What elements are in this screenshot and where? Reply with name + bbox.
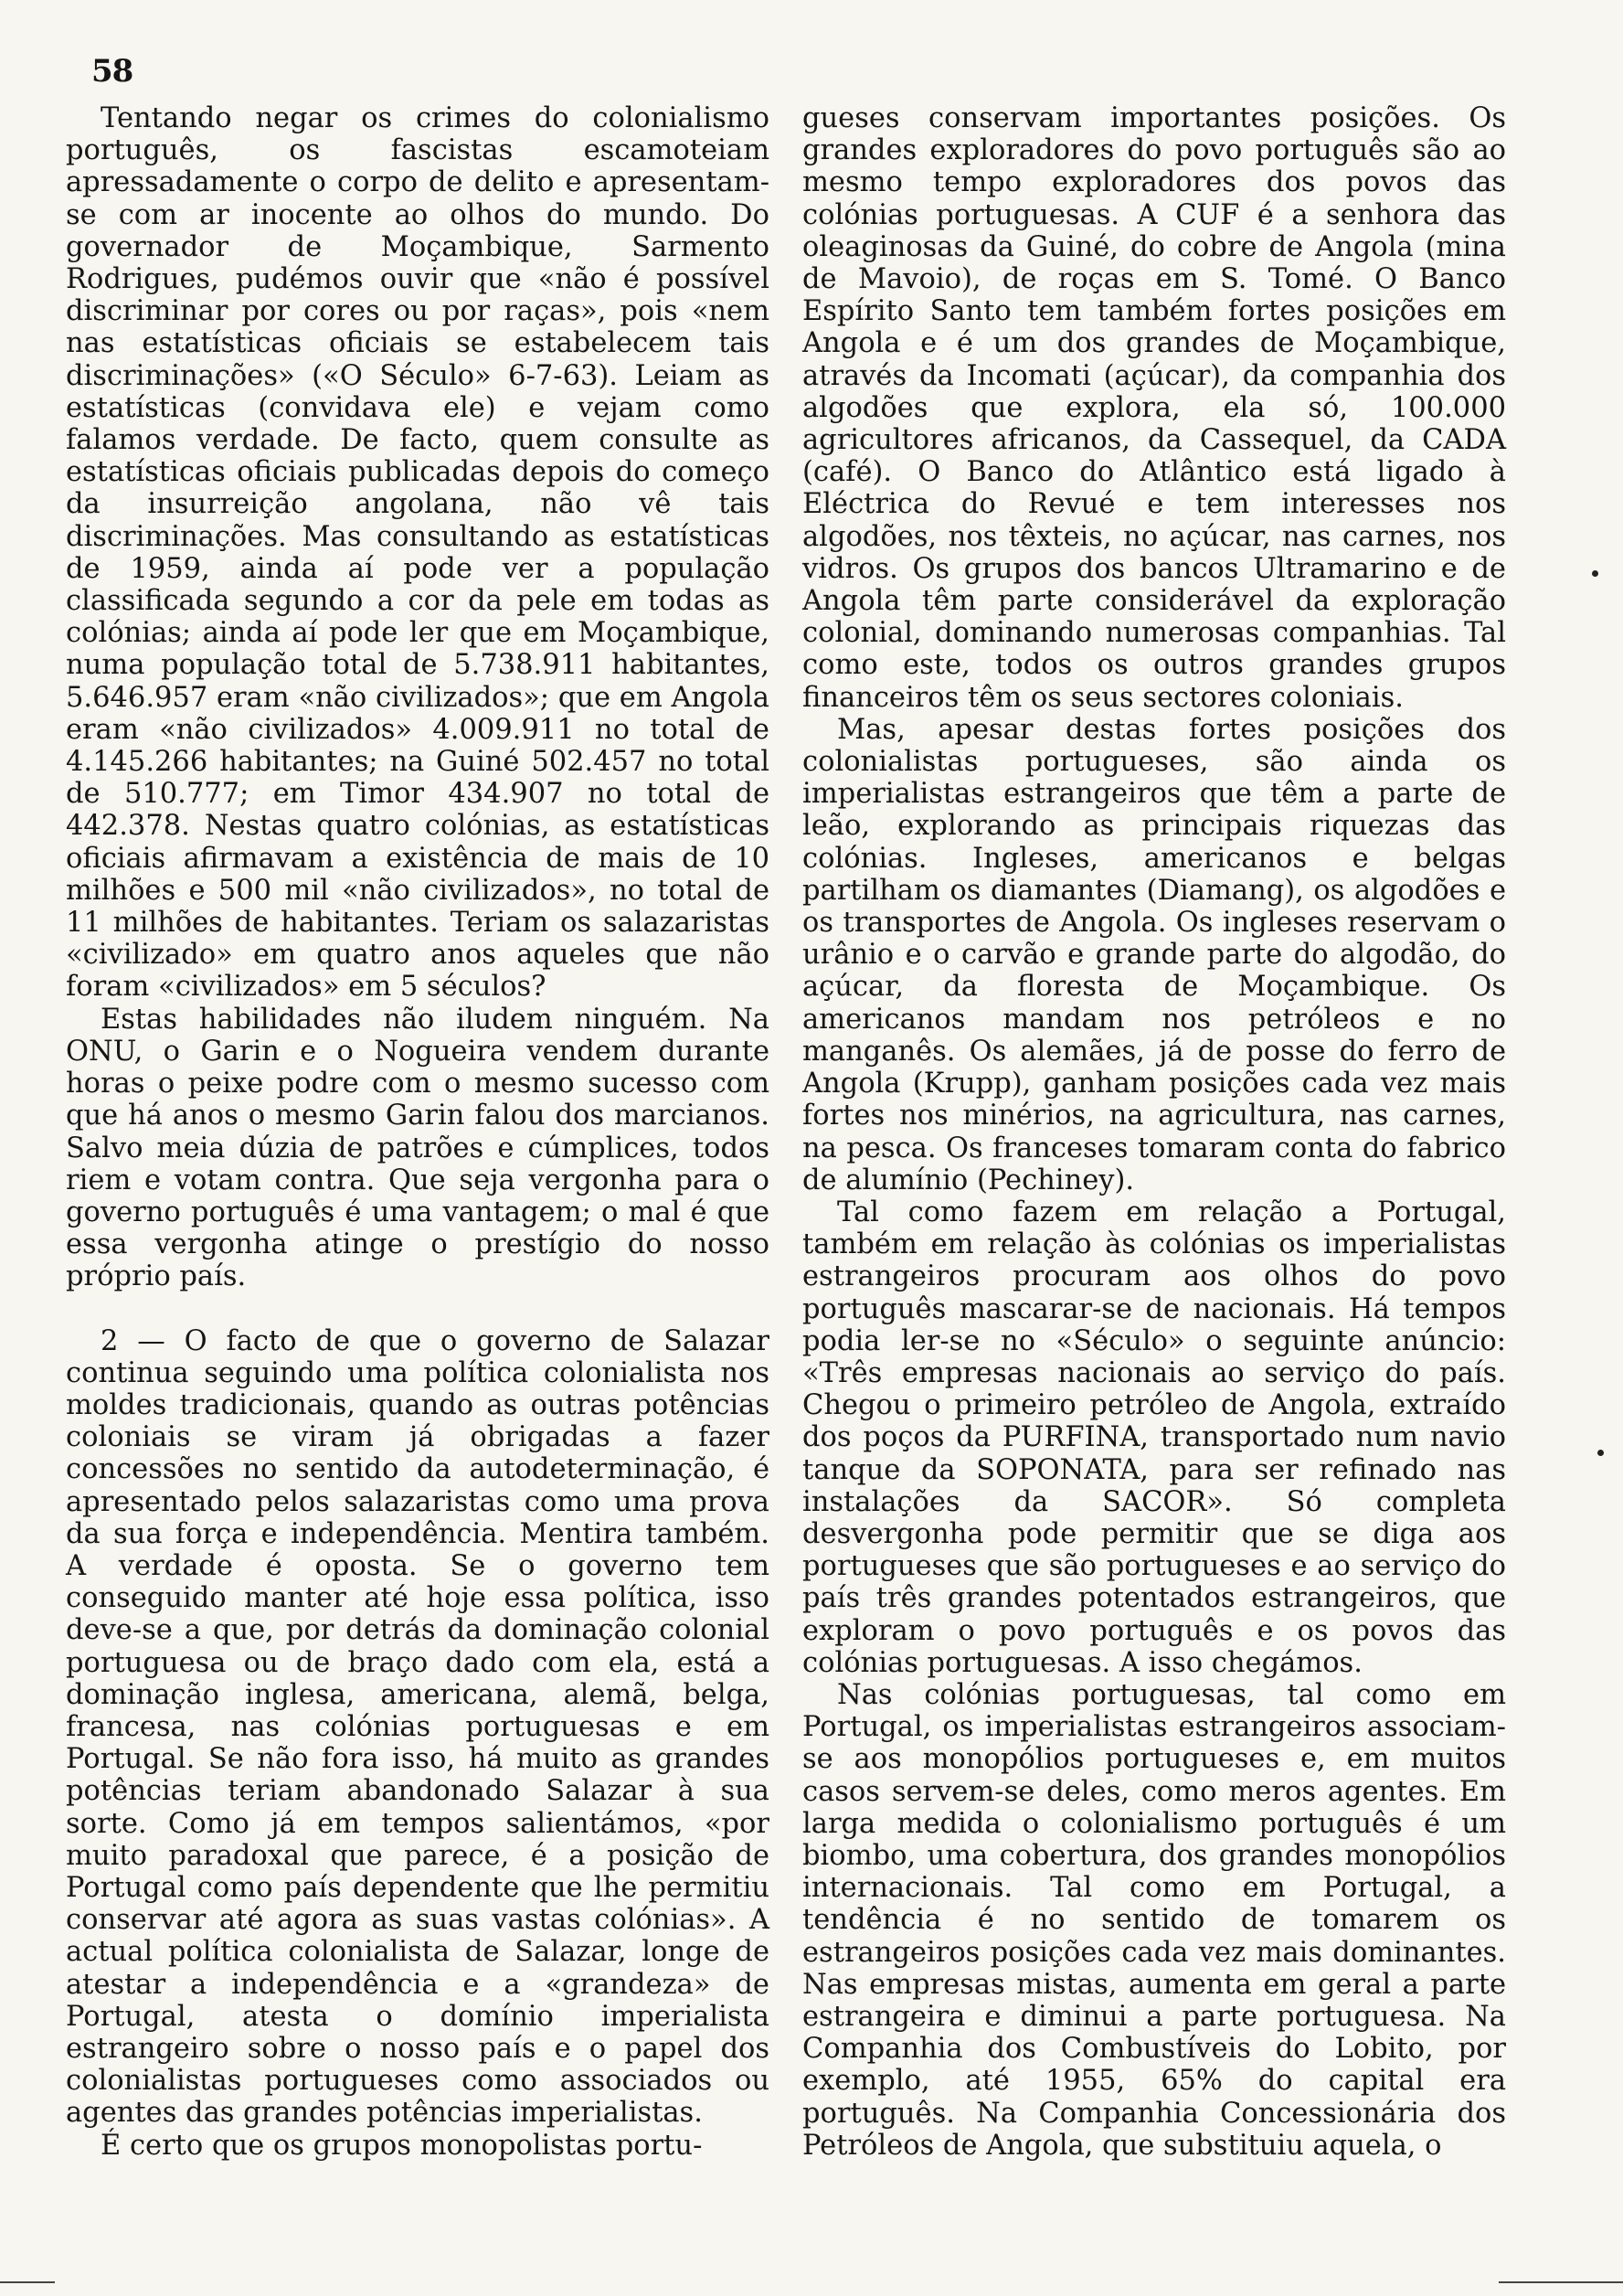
paragraph: Estas habilidades não iludem ninguém. Na ONU, o Garin e o Nogueira vendem durante horas o peixe podre com o mesmo sucesso com que há anos o mesmo Garin falou dos marcianos. Salvo meia dúzia de patrões e cúmplices, todos riem e votam contra. Que seja vergonha para o governo português é uma vantagem; o mal é que essa vergonha atinge o prestígio do nosso próprio país. xyxy=(66,1003,769,1293)
paragraph: Tentando negar os crimes do colonialismo português, os fascistas escamoteiam apressadamente o corpo de delito e apresentam-se com ar inocente ao olhos do mundo. Do governador de Moçambique, Sarmento Rodrigues, pudémos ouvir que «não é possível discriminar por cores ou por raças», pois «nem nas estatísticas oficiais se estabelecem tais discriminações» («O Século» 6-7-63). Leiam as estatísticas (convidava ele) e vejam como falamos verdade. De facto, quem consulte as estatísticas oficiais publicadas depois do começo da insurreição angolana, não vê tais discriminações. Mas consultando as estatísticas de 1959, ainda aí pode ver a população classificada segundo a cor da pele em todas as colónias; ainda aí pode ler que em Moçambique, numa população total de 5.738.911 habitantes, 5.646.957 eram «não civilizados»; que em Angola eram «não civilizados» 4.009.911 no total de 4.145.266 habitantes; na Guiné 502.457 no total de 510.777; em Timor 434.907 no total de 442.378. Nestas quatro colónias, as estatísticas oficiais afirmavam a existência de mais de 10 milhões e 500 mil «não civilizados», no total de 11 milhões de habitantes. Teriam os salazaristas «civilizado» em quatro anos aqueles que não foram «civilizados» em 5 séculos? xyxy=(66,102,769,1004)
ink-speck xyxy=(1597,1450,1604,1456)
ink-speck xyxy=(1592,570,1598,577)
page-number: 58 xyxy=(91,53,133,90)
footer-rule xyxy=(0,2281,55,2283)
paragraph: É certo que os grupos monopolistas portu- xyxy=(101,2129,703,2162)
paragraph: Nas colónias portuguesas, tal como em Portugal, os imperialistas estrangeiros associam-se aos monopólios portugueses e, em muitos casos servem-se deles, como meros agentes. Em larga medida o colonialismo português é um biombo, uma cobertura, dos grandes monopólios internacionais. Tal como em Portugal, a tendência é no sentido de tomarem os estrangeiros posições cada vez mais dominantes. Nas empresas mistas, aumenta em geral a parte estrangeira e diminui a parte portuguesa. Na Companhia dos Combustíveis do Lobito, por exemplo, até 1955, 65% do capital era português. Na Companhia Concessionária dos Petróleos de Angola, que substituiu aquela, o xyxy=(802,1678,1506,2162)
right-column xyxy=(802,102,1506,2162)
paragraph: gueses conservam importantes posições. Os grandes exploradores do povo português são ao mesmo tempo exploradores dos povos das colónias portuguesas. A CUF é a senhora das oleaginosas da Guiné, do cobre de Angola (mina de Mavoio), de roças em S. Tomé. O Banco Espírito Santo tem também fortes posições em Angola e é um dos grandes de Moçambique, através da Incomati (açúcar), da companhia dos algodões que explora, ela só, 100.000 agricultores africanos, da Cassequel, da CADA (café). O Banco do Atlântico está ligado à Eléctrica do Revué e tem interesses nos algodões, nos têxteis, no açúcar, nas carnes, nos vidros. Os grupos dos bancos Ultramarino e de Angola têm parte considerável da exploração colonial, dominando numerosas companhias. Tal como este, todos os outros grandes grupos financeiros têm os seus sectores coloniais. xyxy=(802,102,1506,714)
paragraph: Mas, apesar destas fortes posições dos colonialistas portugueses, são ainda os imperialistas estrangeiros que têm a parte de leão, explorando as principais riquezas das colónias. Ingleses, americanos e belgas partilham os diamantes (Diamang), os algodões e os transportes de Angola. Os ingleses reservam o urânio e o carvão e grande parte do algodão, do açúcar, da floresta de Moçambique. Os americanos mandam nos petróleos e no manganês. Os alemães, já de posse do ferro de Angola (Krupp), ganham posições cada vez mais fortes nos minérios, na agricultura, nas carnes, na pesca. Os franceses tomaram conta do fabrico de alumínio (Pechiney). xyxy=(802,713,1506,1196)
footer-rule xyxy=(1499,2281,1623,2283)
paragraph: 2 — O facto de que o governo de Salazar continua seguindo uma política colonialista nos moldes tradicionais, quando as outras potências coloniais se viram já obrigadas a fazer concessões no sentido da autodeterminação, é apresentado pelos salazaristas como uma prova da sua força e independência. Mentira também. A verdade é oposta. Se o governo tem conseguido manter até hoje essa política, isso deve-se a que, por detrás da dominação colonial portuguesa ou de braço dado com ela, está a dominação inglesa, americana, alemã, belga, francesa, nas colónias portuguesas e em Portugal. Se não fora isso, há muito as grandes potências teriam abandonado Salazar à sua sorte. Como já em tempos salientámos, «por muito paradoxal que parece, é a posição de Portugal como país dependente que lhe permitiu conservar até agora as suas vastas colónias». A actual política colonialista de Salazar, longe de atestar a independência e a «grandeza» de Portugal, atesta o domínio imperialista estrangeiro sobre o nosso país e o papel dos colonialistas portugueses como associados ou agentes das grandes potências imperialistas. xyxy=(66,1324,769,2130)
paragraph: Tal como fazem em relação a Portugal, também em relação às colónias os imperialistas estrangeiros procuram aos olhos do povo português mascarar-se de nacionais. Há tempos podia ler-se no «Século» o seguinte anúncio: «Três empresas nacionais ao serviço do país. Chegou o primeiro petróleo de Angola, extraído dos poços da PURFINA, transportado num navio tanque da SOPONATA, para ser refinado nas instalações da SACOR». Só completa desvergonha pode permitir que se diga aos portugueses que são portugueses e ao serviço do país três grandes potentados estrangeiros, que exploram o povo português e os povos das colónias portuguesas. A isso chegámos. xyxy=(802,1196,1506,1679)
left-column xyxy=(66,102,769,2162)
